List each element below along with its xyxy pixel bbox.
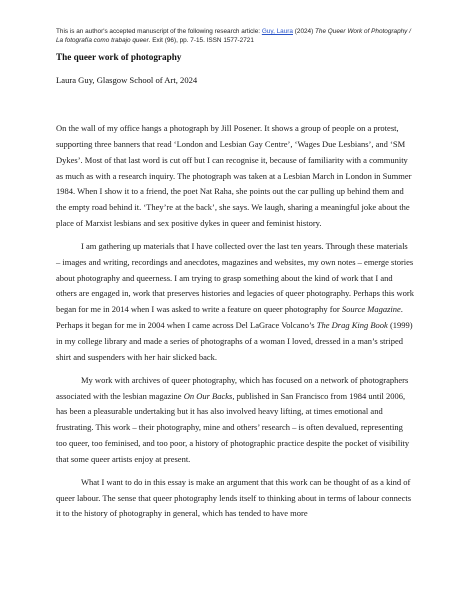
citation-journal: . Exit (96), pp. 7-15. ISSN 1577-2721 (148, 36, 254, 44)
paragraph-2-text-c: . Perhaps it began for me in 2004 when I came across Del LaGrace Volcano’s (56, 304, 403, 331)
paragraph-2 (56, 239, 414, 366)
drag-king-book-title: The Drag King Book (316, 320, 388, 331)
paragraph-3 (56, 373, 414, 468)
on-our-backs-title: On Our Backs (183, 390, 233, 401)
author-byline: Laura Guy, Glasgow School of Art, 2024 (56, 75, 198, 85)
paper-title: The queer work of photography (56, 52, 182, 62)
source-magazine-title: Source Magazine (341, 304, 401, 315)
citation-article-title: The Queer Work of Photography / La fotografía como trabajo queer (56, 28, 411, 44)
body-text (56, 121, 414, 529)
paragraph-2-text-a: I am gathering up materials that I have collected over the last ten years. Through these materials – images and writing, recordings and anecdotes, magazines and websites, my own notes – emerge stories about photography and queerness. I am trying to grasp something about the kind of work that I and others are engaged in, work that preserves histories and legacies of queer photography. Perhaps this work began for me in 2014 when I was asked to write a feature on queer photography for (56, 240, 414, 315)
paragraph-1: On the wall of my office hangs a photograph by Jill Posener. It shows a group of people on a protest, supporting three banners that read ‘London and Lesbian Gay Centre’, ‘Wages Due Lesbians’, and ‘SM Dykes’. Most of that last word is cut off but I can recognise it, because of familiarity with a community as much as with a research inquiry. The photograph was taken at a Lesbian March in London in Summer 1984. When I show it to a friend, the poet Nat Raha, she points out the car pulling up behind them and the empty road behind it. ‘They’re at the back’, she says. We laugh, sharing a meaningful joke about the place of Marxist lesbians and sex positive dykes in queer and feminist history. (56, 123, 412, 229)
paragraph-2-text-e: (1999) in my college library and made a series of photographs of a woman I loved, dressed in a man’s striped shirt and suspenders with her hair slicked back. (56, 320, 413, 362)
paragraph-3-text-c: , published in San Francisco from 1984 until 2006, has been a pleasurable undertaking but it has also involved heavy lifting, at times emotional and frustrating. This work – their photography, mine and others’ research – is often devalued, representing too queer, too feminised, and too poor, a history of photographic practice despite the pocket of visibility that some queer artists enjoy at present. (56, 390, 410, 464)
citation-prefix: This is an author's accepted manuscript of the following research article: (56, 28, 262, 35)
author-link[interactable]: Guy, Laura (261, 28, 293, 35)
paragraph-4: What I want to do in this essay is make an argument that this work can be thought of as a kind of queer labour. The sense that queer photography lends itself to thinking about in terms of labour connects it to the history of photography in general, which has tended to have more (56, 476, 412, 519)
citation-note (56, 28, 416, 45)
citation-year: (2024) (292, 28, 316, 35)
paragraph-3-text-a: My work with archives of queer photography, which has focused on a network of photographers associated with the lesbian magazine (56, 374, 409, 401)
